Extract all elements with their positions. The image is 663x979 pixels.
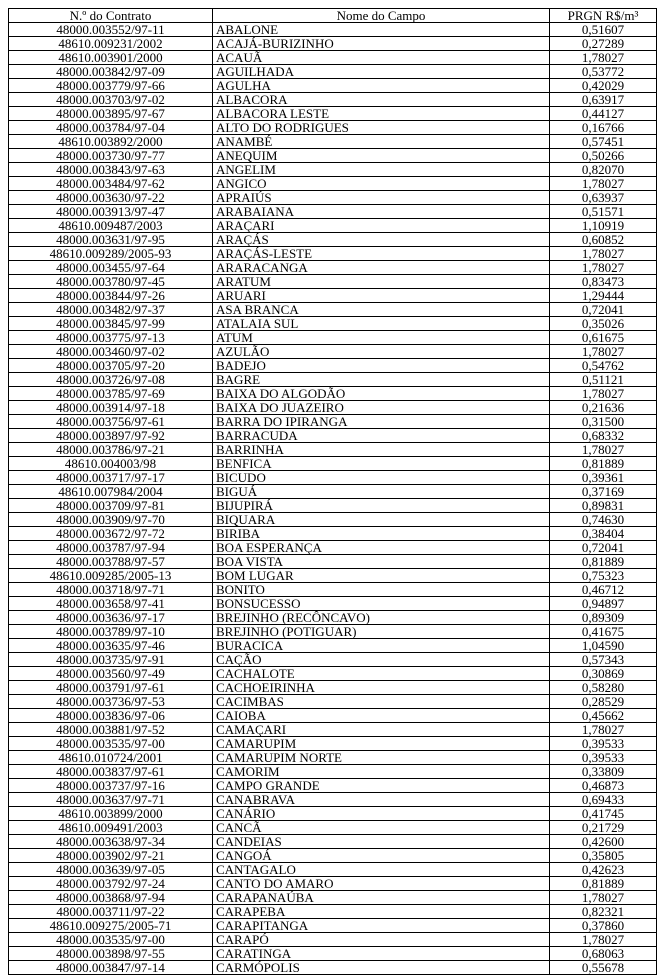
contrato-cell: 48000.003672/97-72 xyxy=(9,527,213,541)
prgn-cell: 0,39533 xyxy=(550,737,657,751)
prgn-cell: 0,37860 xyxy=(550,919,657,933)
table-row xyxy=(9,289,657,303)
prgn-cell: 0,57451 xyxy=(550,135,657,149)
campo-cell: BONSUCESSO xyxy=(213,597,550,611)
prgn-cell: 0,61675 xyxy=(550,331,657,345)
prgn-cell: 0,53772 xyxy=(550,65,657,79)
contrato-cell: 48000.003789/97-10 xyxy=(9,625,213,639)
table-row xyxy=(9,415,657,429)
campo-cell: ANAMBÉ xyxy=(213,135,550,149)
campo-cell: CANCÃ xyxy=(213,821,550,835)
campo-cell: CARAPEBA xyxy=(213,905,550,919)
table-row xyxy=(9,765,657,779)
contrato-cell: 48610.009487/2003 xyxy=(9,219,213,233)
prgn-cell: 0,44127 xyxy=(550,107,657,121)
campo-cell: BOM LUGAR xyxy=(213,569,550,583)
campo-cell: ACAUÃ xyxy=(213,51,550,65)
contrato-cell: 48000.003709/97-81 xyxy=(9,499,213,513)
table-row xyxy=(9,863,657,877)
prgn-cell: 0,89831 xyxy=(550,499,657,513)
prgn-cell: 0,94897 xyxy=(550,597,657,611)
prgn-cell: 1,78027 xyxy=(550,51,657,65)
contrato-cell: 48000.003836/97-06 xyxy=(9,709,213,723)
prgn-cell: 0,21729 xyxy=(550,821,657,835)
prgn-cell: 1,78027 xyxy=(550,177,657,191)
contrato-cell: 48610.003899/2000 xyxy=(9,807,213,821)
campo-cell: ANGICO xyxy=(213,177,550,191)
prgn-cell: 1,10919 xyxy=(550,219,657,233)
table-row xyxy=(9,65,657,79)
campo-cell: CAMARUPIM NORTE xyxy=(213,751,550,765)
prgn-cell: 0,81889 xyxy=(550,555,657,569)
prgn-cell: 0,42600 xyxy=(550,835,657,849)
table-row xyxy=(9,527,657,541)
prgn-cell: 1,78027 xyxy=(550,387,657,401)
table-row xyxy=(9,569,657,583)
contrato-cell: 48000.003881/97-52 xyxy=(9,723,213,737)
prgn-cell: 0,16766 xyxy=(550,121,657,135)
prgn-cell: 0,41745 xyxy=(550,807,657,821)
table-body xyxy=(9,23,657,975)
prgn-cell: 0,27289 xyxy=(550,37,657,51)
table-row xyxy=(9,247,657,261)
contrato-cell: 48000.003639/97-05 xyxy=(9,863,213,877)
contrato-cell: 48000.003631/97-95 xyxy=(9,233,213,247)
table-row xyxy=(9,499,657,513)
table-row xyxy=(9,261,657,275)
campo-cell: CAMAÇARI xyxy=(213,723,550,737)
contrato-cell: 48000.003726/97-08 xyxy=(9,373,213,387)
contrato-cell: 48000.003630/97-22 xyxy=(9,191,213,205)
prgn-cell: 0,82070 xyxy=(550,163,657,177)
contrato-cell: 48000.003847/97-14 xyxy=(9,961,213,975)
prgn-cell: 0,63917 xyxy=(550,93,657,107)
campo-cell: CANABRAVA xyxy=(213,793,550,807)
prgn-cell: 0,37169 xyxy=(550,485,657,499)
prgn-cell: 0,45662 xyxy=(550,709,657,723)
contrato-cell: 48000.003842/97-09 xyxy=(9,65,213,79)
table-row xyxy=(9,667,657,681)
campo-cell: ANEQUIM xyxy=(213,149,550,163)
contrato-cell: 48000.003843/97-63 xyxy=(9,163,213,177)
contrato-cell: 48000.003711/97-22 xyxy=(9,905,213,919)
campo-cell: BADEJO xyxy=(213,359,550,373)
table-row xyxy=(9,597,657,611)
table-row xyxy=(9,555,657,569)
table-row xyxy=(9,933,657,947)
prgn-cell: 0,39361 xyxy=(550,471,657,485)
table-row xyxy=(9,359,657,373)
campo-cell: ANGELIM xyxy=(213,163,550,177)
table-row xyxy=(9,485,657,499)
prgn-cell: 0,46712 xyxy=(550,583,657,597)
contrato-cell: 48000.003902/97-21 xyxy=(9,849,213,863)
contrato-cell: 48000.003787/97-94 xyxy=(9,541,213,555)
campo-cell: ARABAIANA xyxy=(213,205,550,219)
contrato-cell: 48000.003791/97-61 xyxy=(9,681,213,695)
table-row xyxy=(9,583,657,597)
campo-cell: CANÁRIO xyxy=(213,807,550,821)
table-row xyxy=(9,51,657,65)
campo-cell: ACAJÁ-BURIZINHO xyxy=(213,37,550,51)
prgn-cell: 0,81889 xyxy=(550,877,657,891)
contrato-cell: 48000.003705/97-20 xyxy=(9,359,213,373)
prgn-cell: 0,31500 xyxy=(550,415,657,429)
table-row xyxy=(9,653,657,667)
campo-cell: CANTAGALO xyxy=(213,863,550,877)
contrato-cell: 48000.003775/97-13 xyxy=(9,331,213,345)
prgn-cell: 0,75323 xyxy=(550,569,657,583)
prgn-cell: 0,83473 xyxy=(550,275,657,289)
prgn-cell: 0,69433 xyxy=(550,793,657,807)
table-row xyxy=(9,429,657,443)
campo-cell: CARAPÓ xyxy=(213,933,550,947)
campo-cell: CARATINGA xyxy=(213,947,550,961)
contrato-cell: 48000.003636/97-17 xyxy=(9,611,213,625)
prgn-cell: 0,21636 xyxy=(550,401,657,415)
campo-cell: ALBACORA LESTE xyxy=(213,107,550,121)
header-row xyxy=(9,9,657,23)
table-row xyxy=(9,625,657,639)
contrato-cell: 48610.009285/2005-13 xyxy=(9,569,213,583)
campo-cell: CAIOBA xyxy=(213,709,550,723)
campo-cell: BICUDO xyxy=(213,471,550,485)
contrato-cell: 48000.003735/97-91 xyxy=(9,653,213,667)
contrato-cell: 48000.003895/97-67 xyxy=(9,107,213,121)
prgn-cell: 0,63937 xyxy=(550,191,657,205)
table-row xyxy=(9,779,657,793)
contrato-cell: 48610.003892/2000 xyxy=(9,135,213,149)
prgn-cell: 0,81889 xyxy=(550,457,657,471)
contrato-cell: 48000.003837/97-61 xyxy=(9,765,213,779)
campo-cell: ARAÇÁS-LESTE xyxy=(213,247,550,261)
contrato-cell: 48000.003845/97-99 xyxy=(9,317,213,331)
prgn-cell: 0,42623 xyxy=(550,863,657,877)
contrato-cell: 48000.003460/97-02 xyxy=(9,345,213,359)
contrato-cell: 48000.003535/97-00 xyxy=(9,933,213,947)
campo-cell: ATUM xyxy=(213,331,550,345)
prgn-cell: 0,33809 xyxy=(550,765,657,779)
contrato-cell: 48000.003756/97-61 xyxy=(9,415,213,429)
campo-cell: BURACICA xyxy=(213,639,550,653)
table-row xyxy=(9,331,657,345)
contrato-cell: 48000.003535/97-00 xyxy=(9,737,213,751)
campo-cell: ATALAIA SUL xyxy=(213,317,550,331)
table-row xyxy=(9,205,657,219)
contrato-cell: 48000.003637/97-71 xyxy=(9,793,213,807)
prgn-cell: 0,38404 xyxy=(550,527,657,541)
table-row xyxy=(9,107,657,121)
campo-cell: CAÇÃO xyxy=(213,653,550,667)
campo-cell: BAGRE xyxy=(213,373,550,387)
prgn-cell: 0,55678 xyxy=(550,961,657,975)
prgn-cell: 0,54762 xyxy=(550,359,657,373)
campo-cell: CANGOÁ xyxy=(213,849,550,863)
table-row xyxy=(9,163,657,177)
campo-cell: BAIXA DO ALGODÃO xyxy=(213,387,550,401)
campo-cell: BARRACUDA xyxy=(213,429,550,443)
table-row xyxy=(9,387,657,401)
prgn-cell: 0,51121 xyxy=(550,373,657,387)
prgn-cell: 1,78027 xyxy=(550,345,657,359)
prgn-cell: 0,82321 xyxy=(550,905,657,919)
table-row xyxy=(9,709,657,723)
campo-cell: ARARACANGA xyxy=(213,261,550,275)
campo-cell: CARMÓPOLIS xyxy=(213,961,550,975)
contrato-cell: 48000.003844/97-26 xyxy=(9,289,213,303)
table-row xyxy=(9,373,657,387)
campo-cell: BENFICA xyxy=(213,457,550,471)
contrato-cell: 48000.003785/97-69 xyxy=(9,387,213,401)
contrato-cell: 48610.009491/2003 xyxy=(9,821,213,835)
header-contrato: N.º do Contrato xyxy=(9,9,213,23)
table-row xyxy=(9,751,657,765)
contrato-cell: 48000.003737/97-16 xyxy=(9,779,213,793)
contrato-cell: 48000.003736/97-53 xyxy=(9,695,213,709)
prgn-cell: 0,68332 xyxy=(550,429,657,443)
table-row xyxy=(9,835,657,849)
contrato-cell: 48000.003914/97-18 xyxy=(9,401,213,415)
table-row xyxy=(9,821,657,835)
contrato-cell: 48610.009231/2002 xyxy=(9,37,213,51)
table-row xyxy=(9,919,657,933)
campo-cell: ARATUM xyxy=(213,275,550,289)
contrato-cell: 48000.003788/97-57 xyxy=(9,555,213,569)
contrato-cell: 48610.009289/2005-93 xyxy=(9,247,213,261)
contrato-cell: 48000.003635/97-46 xyxy=(9,639,213,653)
prgn-cell: 0,35805 xyxy=(550,849,657,863)
campo-cell: BIGUÁ xyxy=(213,485,550,499)
contrato-cell: 48000.003779/97-66 xyxy=(9,79,213,93)
table-row xyxy=(9,135,657,149)
table-row xyxy=(9,723,657,737)
prgn-cell: 0,51607 xyxy=(550,23,657,37)
contrato-cell: 48000.003482/97-37 xyxy=(9,303,213,317)
campo-cell: ALTO DO RODRIGUES xyxy=(213,121,550,135)
campo-cell: CACHOEIRINHA xyxy=(213,681,550,695)
table-row xyxy=(9,93,657,107)
campo-cell: CAMARUPIM xyxy=(213,737,550,751)
table-row xyxy=(9,303,657,317)
campo-cell: CACIMBAS xyxy=(213,695,550,709)
table-row xyxy=(9,639,657,653)
prgn-cell: 0,74630 xyxy=(550,513,657,527)
prgn-cell: 0,46873 xyxy=(550,779,657,793)
table-row xyxy=(9,877,657,891)
table-row xyxy=(9,219,657,233)
prgn-cell: 0,51571 xyxy=(550,205,657,219)
table-row xyxy=(9,177,657,191)
campo-cell: ARAÇARI xyxy=(213,219,550,233)
campo-cell: ABALONE xyxy=(213,23,550,37)
campo-cell: BARRA DO IPIRANGA xyxy=(213,415,550,429)
prgn-cell: 0,39533 xyxy=(550,751,657,765)
prgn-cell: 0,57343 xyxy=(550,653,657,667)
prgn-cell: 0,41675 xyxy=(550,625,657,639)
table-row xyxy=(9,681,657,695)
prgn-cell: 1,29444 xyxy=(550,289,657,303)
contrato-cell: 48000.003552/97-11 xyxy=(9,23,213,37)
prgn-cell: 1,78027 xyxy=(550,443,657,457)
prgn-cell: 1,78027 xyxy=(550,891,657,905)
campo-cell: CANTO DO AMARO xyxy=(213,877,550,891)
campo-cell: BONITO xyxy=(213,583,550,597)
table-row xyxy=(9,737,657,751)
table-row xyxy=(9,79,657,93)
table-row xyxy=(9,695,657,709)
table-row xyxy=(9,23,657,37)
campo-cell: CARAPITANGA xyxy=(213,919,550,933)
table-row xyxy=(9,611,657,625)
table-row xyxy=(9,121,657,135)
campo-cell: CAMORIM xyxy=(213,765,550,779)
contrato-cell: 48610.004003/98 xyxy=(9,457,213,471)
campo-cell: BARRINHA xyxy=(213,443,550,457)
prgn-cell: 0,28529 xyxy=(550,695,657,709)
prgn-cell: 1,78027 xyxy=(550,261,657,275)
header-prgn: PRGN R$/m³ xyxy=(550,9,657,23)
header-nome-campo: Nome do Campo xyxy=(213,9,550,23)
table-row xyxy=(9,891,657,905)
contrato-cell: 48000.003780/97-45 xyxy=(9,275,213,289)
contrato-cell: 48000.003658/97-41 xyxy=(9,597,213,611)
contrato-cell: 48610.010724/2001 xyxy=(9,751,213,765)
contrato-cell: 48000.003703/97-02 xyxy=(9,93,213,107)
contrato-cell: 48000.003913/97-47 xyxy=(9,205,213,219)
campo-cell: BOA ESPERANÇA xyxy=(213,541,550,555)
contrato-cell: 48000.003718/97-71 xyxy=(9,583,213,597)
table-row xyxy=(9,37,657,51)
prgn-cell: 0,72041 xyxy=(550,303,657,317)
campo-cell: AGUILHADA xyxy=(213,65,550,79)
table-row xyxy=(9,317,657,331)
prgn-cell: 1,04590 xyxy=(550,639,657,653)
contrato-cell: 48610.009275/2005-71 xyxy=(9,919,213,933)
contrato-cell: 48000.003784/97-04 xyxy=(9,121,213,135)
contrato-cell: 48000.003484/97-62 xyxy=(9,177,213,191)
campo-cell: AGULHA xyxy=(213,79,550,93)
prgn-cell: 0,58280 xyxy=(550,681,657,695)
prgn-cell: 0,68063 xyxy=(550,947,657,961)
contrato-cell: 48000.003792/97-24 xyxy=(9,877,213,891)
prgn-cell: 0,35026 xyxy=(550,317,657,331)
contrato-cell: 48610.007984/2004 xyxy=(9,485,213,499)
table-row xyxy=(9,471,657,485)
contrato-cell: 48000.003717/97-17 xyxy=(9,471,213,485)
table-row xyxy=(9,961,657,975)
campo-cell: CAMPO GRANDE xyxy=(213,779,550,793)
table-row xyxy=(9,191,657,205)
table-row xyxy=(9,807,657,821)
contrato-cell: 48000.003455/97-64 xyxy=(9,261,213,275)
campo-cell: BAIXA DO JUAZEIRO xyxy=(213,401,550,415)
table-row xyxy=(9,849,657,863)
campo-cell: BREJINHO (POTIGUAR) xyxy=(213,625,550,639)
campo-cell: AZULÃO xyxy=(213,345,550,359)
table-row xyxy=(9,345,657,359)
campo-cell: ALBACORA xyxy=(213,93,550,107)
contrato-cell: 48000.003638/97-34 xyxy=(9,835,213,849)
table-row xyxy=(9,149,657,163)
table-row xyxy=(9,233,657,247)
campo-cell: BIJUPIRÁ xyxy=(213,499,550,513)
contrato-cell: 48610.003901/2000 xyxy=(9,51,213,65)
campo-cell: BIRIBA xyxy=(213,527,550,541)
campo-cell: BREJINHO (RECÔNCAVO) xyxy=(213,611,550,625)
campo-cell: ASA BRANCA xyxy=(213,303,550,317)
table-row xyxy=(9,793,657,807)
table-row xyxy=(9,905,657,919)
prgn-cell: 1,78027 xyxy=(550,723,657,737)
royalty-table xyxy=(8,8,657,975)
contrato-cell: 48000.003868/97-94 xyxy=(9,891,213,905)
table-row xyxy=(9,275,657,289)
campo-cell: ARAÇÁS xyxy=(213,233,550,247)
prgn-cell: 1,78027 xyxy=(550,247,657,261)
prgn-cell: 1,78027 xyxy=(550,933,657,947)
campo-cell: BOA VISTA xyxy=(213,555,550,569)
prgn-cell: 0,50266 xyxy=(550,149,657,163)
prgn-cell: 0,72041 xyxy=(550,541,657,555)
table-row xyxy=(9,947,657,961)
campo-cell: ARUARI xyxy=(213,289,550,303)
contrato-cell: 48000.003730/97-77 xyxy=(9,149,213,163)
table-row xyxy=(9,513,657,527)
contrato-cell: 48000.003897/97-92 xyxy=(9,429,213,443)
table-row xyxy=(9,401,657,415)
table-row xyxy=(9,443,657,457)
campo-cell: CANDEIAS xyxy=(213,835,550,849)
table-row xyxy=(9,457,657,471)
contrato-cell: 48000.003786/97-21 xyxy=(9,443,213,457)
campo-cell: APRAIÚS xyxy=(213,191,550,205)
prgn-cell: 0,89309 xyxy=(550,611,657,625)
contrato-cell: 48000.003898/97-55 xyxy=(9,947,213,961)
campo-cell: CARAPANAÚBA xyxy=(213,891,550,905)
prgn-cell: 0,42029 xyxy=(550,79,657,93)
contrato-cell: 48000.003560/97-49 xyxy=(9,667,213,681)
table-row xyxy=(9,541,657,555)
campo-cell: CACHALOTE xyxy=(213,667,550,681)
contrato-cell: 48000.003909/97-70 xyxy=(9,513,213,527)
prgn-cell: 0,30869 xyxy=(550,667,657,681)
prgn-cell: 0,60852 xyxy=(550,233,657,247)
campo-cell: BIQUARA xyxy=(213,513,550,527)
